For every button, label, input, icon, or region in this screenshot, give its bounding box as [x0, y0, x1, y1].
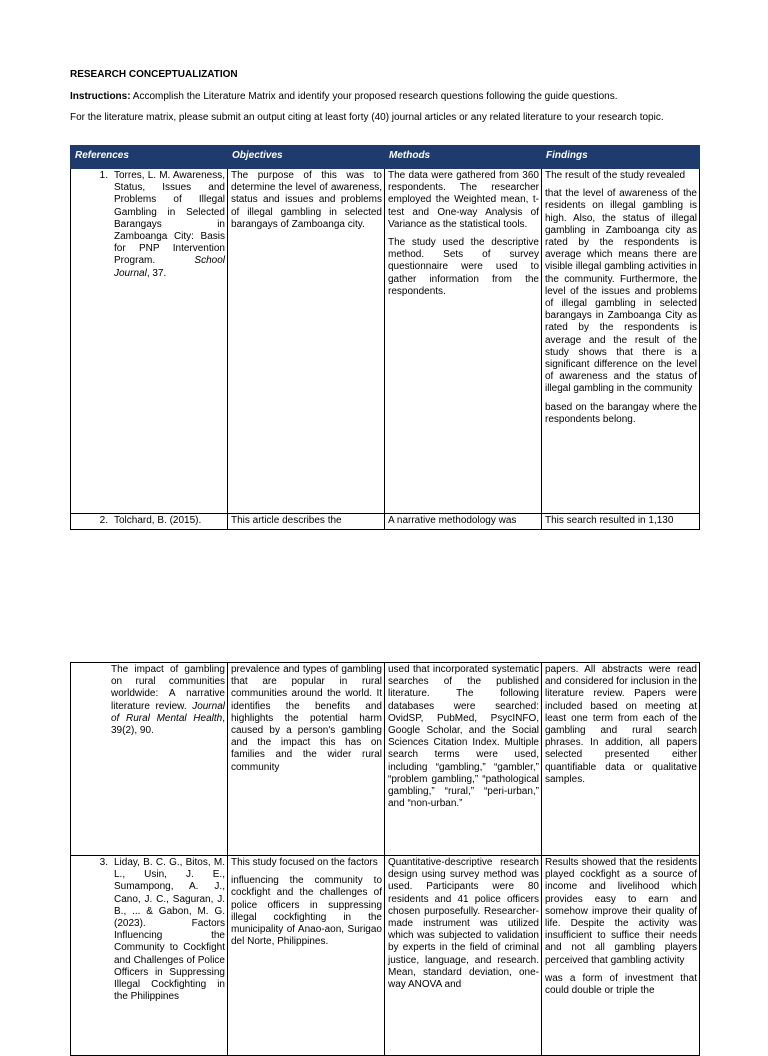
objectives-cell: prevalence and types of gambling that are popular in rural communities around the world. It identifies the benefits and highlights the potential harm caused by a person's gambling and the impact this has on families and the wider rural community: [228, 663, 385, 856]
reference-text: Liday, B. C. G., Bitos, M. L., Usin, J. E., Sumampong, A. J., Cano, J. C., Saguran, J. B., ... & Gabon, M. G. (2023). Factors Influencing the Community to Cockfight and Challenges of Police Officers in Suppressing Illegal Cockfighting in the Philippines: [114, 857, 225, 1003]
objectives-cell: The purpose of this was to determine the level of awareness, status and issues and problems of illegal gambling in selected barangays of Zamboanga city.: [228, 169, 385, 514]
findings-cell: Results showed that the residents played cockfight as a source of income and livelihood which provides easy to earn and somehow improve their quality of life. Despite the activity was insufficient to suffice their needs and not all gambling players perceived that gambling activity was a form of investment that could double or triple the: [542, 856, 700, 1056]
methods-cell: Quantitative-descriptive research design using survey method was used. Participants were 80 residents and 41 police officers chosen purposefully. Researcher-made instrument was utilized which was subjected to validation by experts in the field of criminal justice, language, and research. Mean, standard deviation, one-way ANOVA and: [385, 856, 542, 1056]
table-header-row: [71, 146, 700, 169]
header-references: References: [71, 146, 228, 169]
matrix-note: For the literature matrix, please submit an output citing at least forty (40) journal articles or any related literature to your research topic.: [70, 112, 664, 123]
reference-text: The impact of gambling on rural communities worldwide: A narrative literature review. Journal of Rural Mental Health, 39(2), 90.: [111, 664, 225, 737]
findings-cell: The result of the study revealed that the level of awareness of the residents on illegal gambling is high. Also, the status of illegal gambling in Zamboanga city as rated by the respondents is average which means there are visible illegal gambling activities in the community. Furthermore, the level of the issues and problems of illegal gambling in selected barangays in Zamboanga City as rated by the respondents is average and the result of the study shows that there is a significant difference on the level of awareness and the status of illegal gambling in the community based on the barangay where the respondents belong.: [542, 169, 700, 514]
reference-cell: [71, 169, 228, 514]
methods-cell: used that incorporated systematic searches of the published literature. The following databases were searched: OvidSP, PubMed, PsycINFO, Google Scholar, and the Social Sciences Citation Index. Multiple search terms were used, including “gambling,” “gambler,” “problem gambling,” “pathological gambling,” “rural,” “peri-urban,” and “non-urban.”: [385, 663, 542, 856]
findings-cell: This search resulted in 1,130: [542, 514, 700, 530]
reference-number: 1.: [99, 170, 108, 181]
findings-cell: papers. All abstracts were read and considered for inclusion in the literature review. Papers were included based on meeting at least one term from each of the gambling and rural search phrases. In addition, all papers selected presented either quantifiable data or qualitative samples.: [542, 663, 700, 856]
reference-number: 3.: [99, 857, 108, 868]
reference-cell: 2. Tolchard, B. (2015).: [71, 514, 228, 530]
table-row: [71, 514, 700, 530]
literature-matrix-table: [70, 145, 700, 530]
table-row: [71, 856, 700, 1056]
reference-text: Torres, L. M. Awareness, Status, Issues and Problems of Illegal Gambling in Selected Barangays in Zamboanga City: Basis for PNP Intervention Program. School Journal, 37.: [114, 170, 225, 279]
header-objectives: Objectives: [228, 146, 385, 169]
reference-cell: [71, 663, 228, 856]
instructions-label: Instructions:: [70, 91, 131, 102]
instructions-text: Accomplish the Literature Matrix and identify your proposed research questions following the guide questions.: [130, 91, 618, 102]
objectives-cell: This study focused on the factors influencing the community to cockfight and the challenges of police officers in suppressing illegal cockfighting in the municipality of Anao-aon, Surigao del Norte, Philippines.: [228, 856, 385, 1056]
header-methods: Methods: [385, 146, 542, 169]
reference-cell: [71, 856, 228, 1056]
literature-matrix-table-continued: [70, 662, 700, 1056]
objectives-cell: This article describes the: [228, 514, 385, 530]
methods-cell: A narrative methodology was: [385, 514, 542, 530]
table-row: [71, 663, 700, 856]
instructions-paragraph: [70, 91, 698, 103]
table-row: [71, 169, 700, 514]
methods-cell: The data were gathered from 360 respondents. The researcher employed the Weighted mean, t-test and One-way Analysis of Variance as the statistical tools. The study used the descriptive method. Sets of survey questionnaire were used to gather information from the respondents.: [385, 169, 542, 514]
header-findings: Findings: [542, 146, 700, 169]
page-title: RESEARCH CONCEPTUALIZATION: [70, 69, 238, 80]
